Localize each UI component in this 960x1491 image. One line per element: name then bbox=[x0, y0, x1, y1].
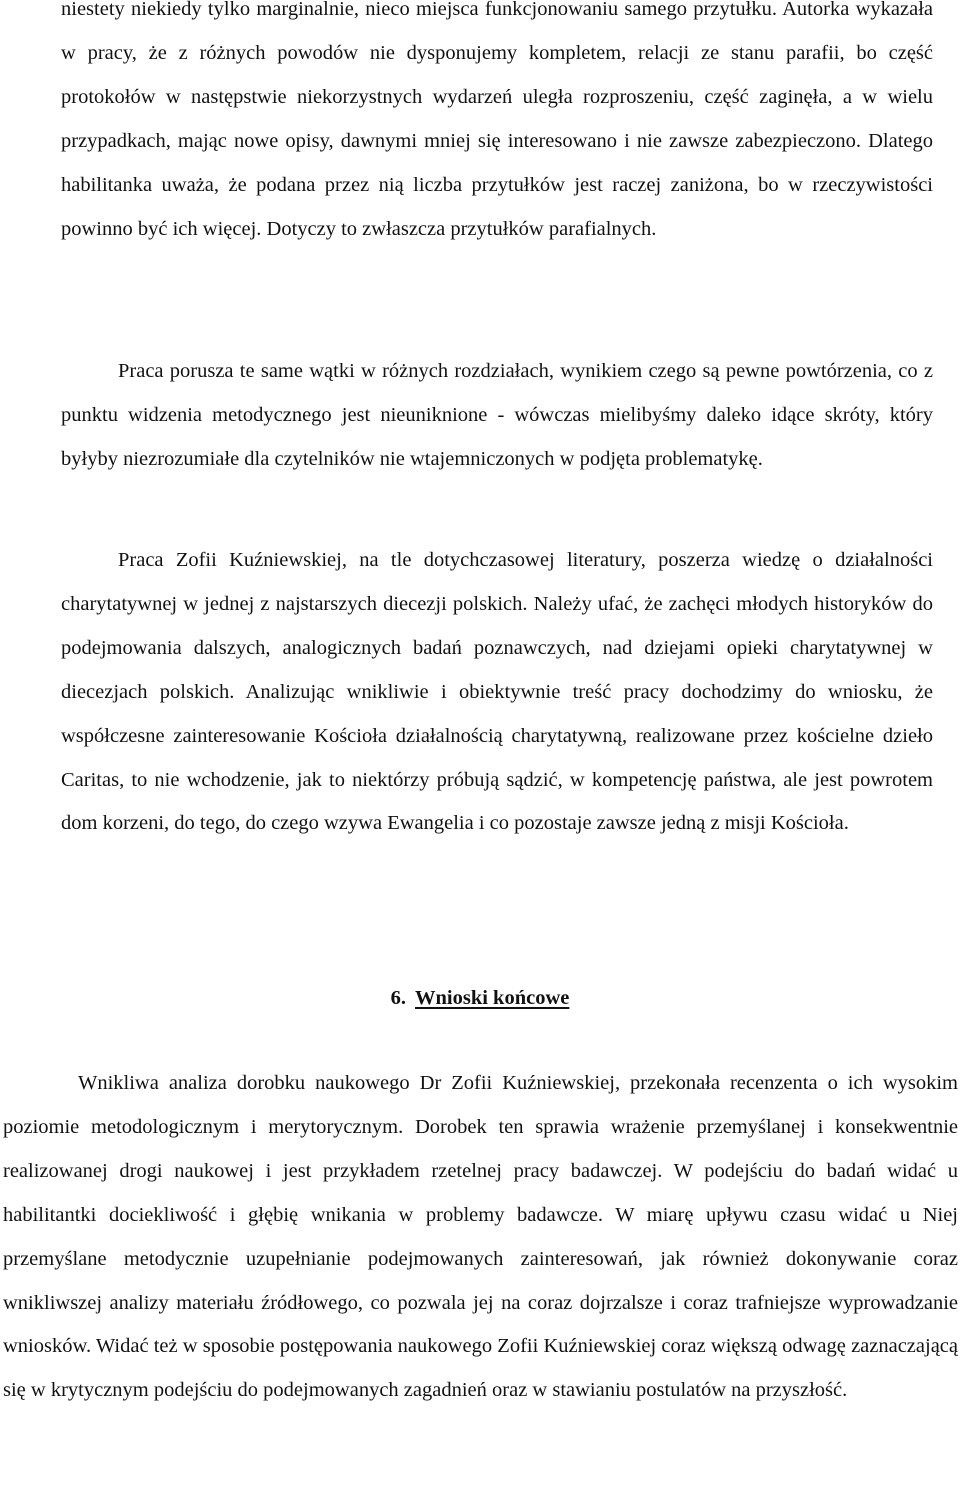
paragraph-parish-records: niestety niekiedy tylko marginalnie, nieco miejsca funkcjonowaniu samego przytułku. Autorka wykazała w pracy, że z różnych powodów nie dysponujemy kompletem, relacji ze stanu parafii, bo część protokołów w następstwie niekorzystnych wydarzeń uległa rozproszeniu, część zaginęła, a w wielu przypadkach, mając nowe opisy, dawnymi mniej się interesowano i nie zawsze zabezpieczono. Dlatego habilitanka uważa, że podana przez nią liczba przytułków jest raczej zaniżona, bo w rzeczywistości powinno być ich więcej. Dotyczy to zwłaszcza przytułków parafialnych. bbox=[61, 0, 933, 240]
section-number: 6. bbox=[390, 987, 406, 1009]
section-title: Wnioski końcowe bbox=[415, 987, 570, 1009]
section-heading bbox=[0, 977, 960, 1021]
paragraph-conclusion: Wnikliwa analiza dorobku naukowego Dr Zofii Kuźniewskiej, przekonała recenzenta o ich wysokim poziomie metodologicznym i merytorycznym. Dorobek ten sprawia wrażenie przemyślanej i konsekwentnie realizowanej drogi naukowej i jest przykładem rzetelnej pracy badawczej. W podejściu do badań widać u habilitantki dociekliwość i głębię wnikania w problemy badawcze. W miarę upływu czasu widać u Niej przemyślane metodycznie uzupełnianie podejmowanych zainteresowań, jak również dokonywanie coraz wnikliwszej analizy materiału źródłowego, co pozwala jej na coraz dojrzalsze i coraz trafniejsze wyprowadzanie wniosków. Widać też w sposobie postępowania naukowego Zofii Kuźniewskiej coraz większą odwagę zaznaczającą się w krytycznym podejściu do podejmowanych zagadnień oraz w stawianiu postulatów na przyszłość. bbox=[3, 1072, 958, 1402]
paragraph-contribution: Praca Zofii Kuźniewskiej, na tle dotychczasowej literatury, poszerza wiedzę o działalności charytatywnej w jednej z najstarszych diecezji polskich. Należy ufać, że zachęci młodych historyków do podejmowania dalszych, analogicznych badań poznawczych, nad dziejami opieki charytatywnej w diecezjach polskich. Analizując wnikliwie i obiektywnie treść pracy dochodzimy do wniosku, że współczesne zainteresowanie Kościoła działalnością charytatywną, realizowane przez kościelne dzieło Caritas, to nie wchodzenie, jak to niektórzy próbują sądzić, w kompetencję państwa, ale jest powrotem dom korzeni, do tego, do czego wzywa Ewangelia i co pozostaje zawsze jedną z misji Kościoła. bbox=[61, 549, 933, 835]
paragraph-repetitions: Praca porusza te same wątki w różnych rozdziałach, wynikiem czego są pewne powtórzenia, co z punktu widzenia metodycznego jest nieuniknione - wówczas mielibyśmy daleko idące skróty, który byłyby niezrozumiałe dla czytelników nie wtajemniczonych w podjęta problematykę. bbox=[61, 360, 933, 470]
